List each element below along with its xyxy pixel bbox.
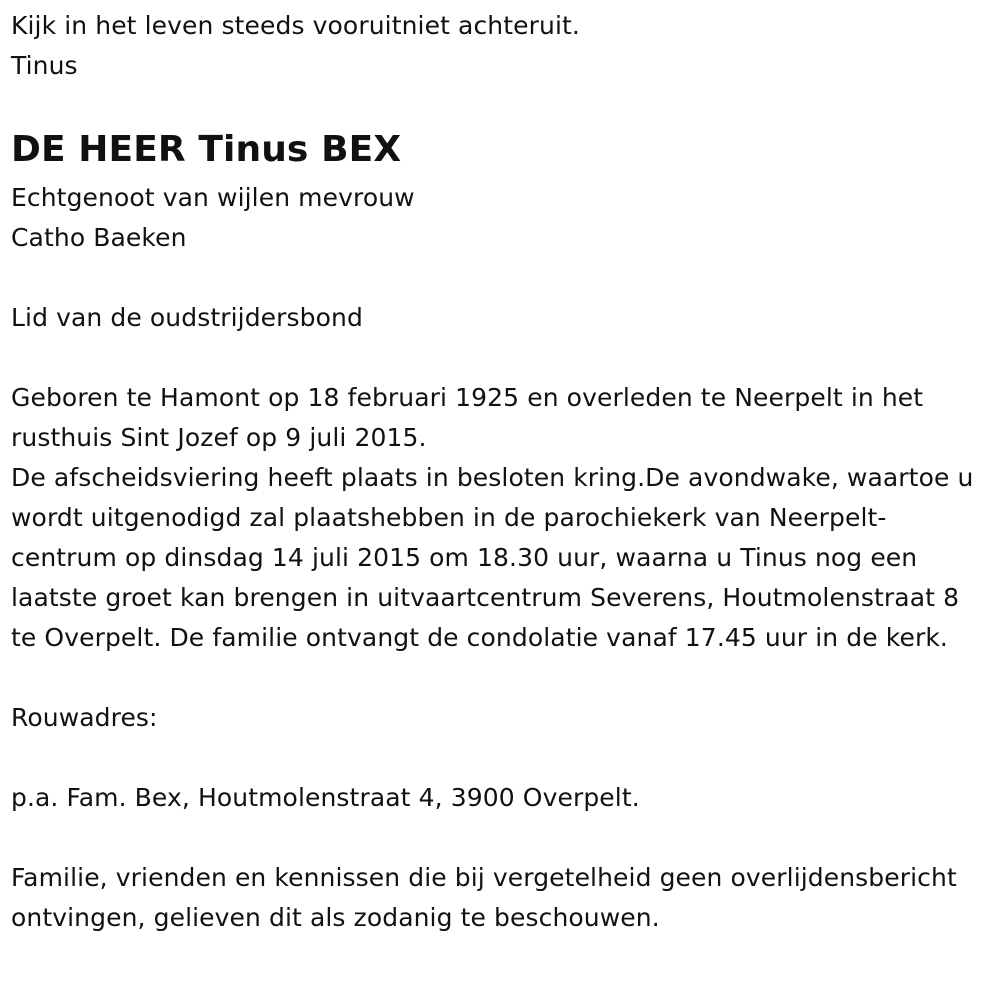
- spouse-line-2: Catho Baeken: [11, 223, 187, 252]
- spacer: [11, 338, 1000, 378]
- address-label: Rouwadres:: [11, 703, 158, 732]
- spacer: [11, 818, 1000, 858]
- birth-death-paragraph: Geboren te Hamont op 18 februari 1925 en overleden te Neerpelt in het rusthuis Sint Jozef op 9 juli 2015.: [11, 383, 924, 452]
- quote-text: Kijk in het leven steeds vooruitniet achteruit.: [11, 11, 580, 40]
- ceremony-paragraph: De afscheidsviering heeft plaats in besloten kring.De avondwake, waartoe u wordt uitgenodigd zal plaatshebben in de parochiekerk van Neerpelt-centrum op dinsdag 14 juli 2015 om 18.30 uur, waarna u Tinus nog een laatste groet kan brengen in uitvaartcentrum Severens, Houtmolenstraat 8 te Overpelt. De familie ontvangt de condolatie vanaf 17.45 uur in de kerk.: [11, 463, 974, 652]
- spacer: [11, 738, 1000, 778]
- deceased-title: DE HEER Tinus BEX: [11, 129, 402, 170]
- address-value: p.a. Fam. Bex, Houtmolenstraat 4, 3900 Overpelt.: [11, 783, 640, 812]
- membership-text: Lid van de oudstrijdersbond: [11, 303, 363, 332]
- spacer: [11, 258, 1000, 298]
- spacer: [11, 658, 1000, 698]
- quote-author: Tinus: [11, 51, 78, 80]
- spouse-line-1: Echtgenoot van wijlen mevrouw: [11, 183, 415, 212]
- closing-paragraph: Familie, vrienden en kennissen die bij vergetelheid geen overlijdensbericht ontvingen, gelieven dit als zodanig te beschouwen.: [11, 863, 957, 932]
